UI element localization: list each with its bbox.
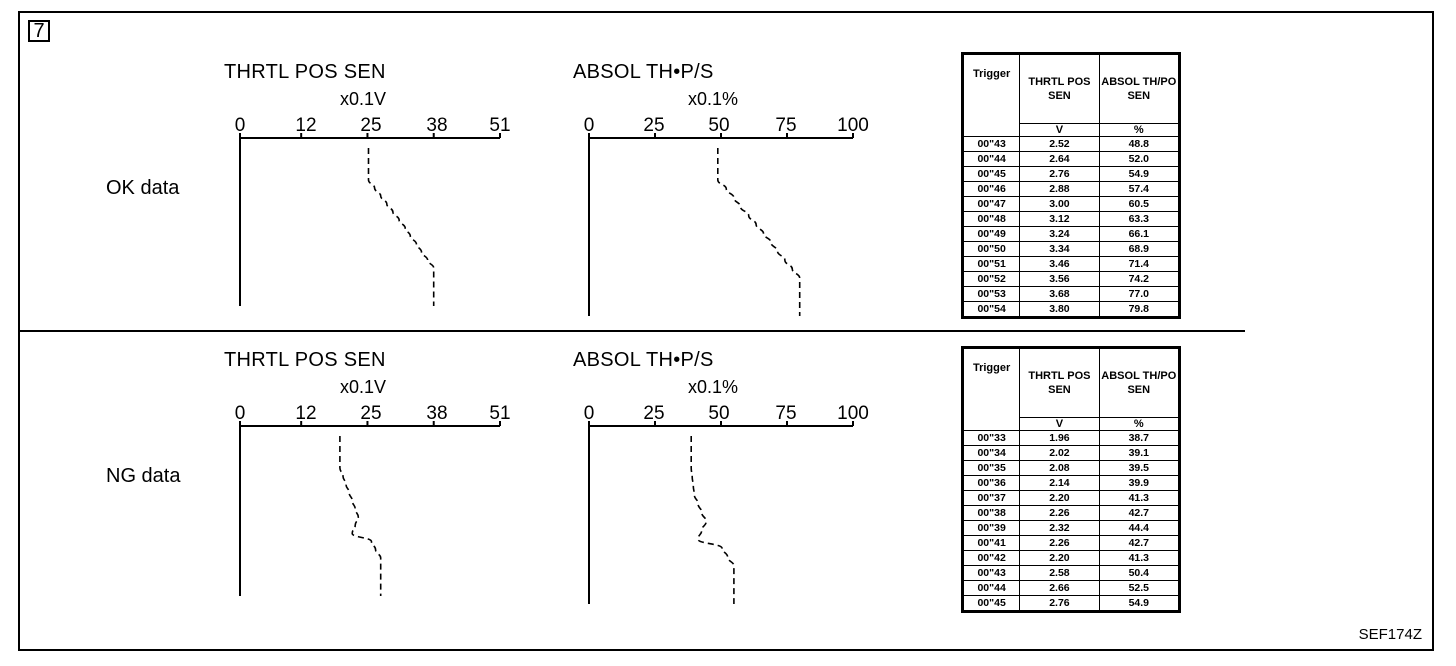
tick-label: 38 xyxy=(426,115,448,136)
table-cell: 39.5 xyxy=(1099,461,1179,476)
table-header-thrtl: THRTL POS SEN xyxy=(1020,54,1099,124)
table-cell: 3.80 xyxy=(1020,302,1099,318)
table-cell: 38.7 xyxy=(1099,431,1179,446)
table-cell: 00"33 xyxy=(963,431,1020,446)
tick-label: 100 xyxy=(837,115,869,136)
tick-label: 0 xyxy=(583,403,595,424)
tick-label: 25 xyxy=(643,403,665,424)
table-cell: 68.9 xyxy=(1099,242,1179,257)
tick-label: 75 xyxy=(775,403,797,424)
trend-trace xyxy=(718,148,800,316)
table-cell: 2.20 xyxy=(1020,551,1099,566)
table-cell: 63.3 xyxy=(1099,212,1179,227)
table-header-thrtl: THRTL POS SEN xyxy=(1020,348,1099,418)
table-unit-v: V xyxy=(1020,418,1099,431)
chart-title-absol: ABSOL TH•P/S xyxy=(573,61,714,83)
tick-label: 38 xyxy=(426,403,448,424)
table-cell: 00"52 xyxy=(963,272,1020,287)
table-cell: 66.1 xyxy=(1099,227,1179,242)
table-cell: 2.20 xyxy=(1020,491,1099,506)
table-cell: 2.14 xyxy=(1020,476,1099,491)
tick-label: 100 xyxy=(837,403,869,424)
table-cell: 3.12 xyxy=(1020,212,1099,227)
table-cell: 2.64 xyxy=(1020,152,1099,167)
row-label-ng: NG data xyxy=(106,465,181,487)
table-cell: 52.0 xyxy=(1099,152,1179,167)
tick-label: 50 xyxy=(708,403,730,424)
table-cell: 3.00 xyxy=(1020,197,1099,212)
figure-caption: SEF174Z xyxy=(1358,626,1422,643)
table-unit-v: V xyxy=(1020,124,1099,137)
table-cell: 2.52 xyxy=(1020,137,1099,152)
trend-trace xyxy=(369,148,434,306)
tick-label: 50 xyxy=(708,115,730,136)
table-cell: 00"47 xyxy=(963,197,1020,212)
table-cell: 2.26 xyxy=(1020,536,1099,551)
chart-unit-absol: x0.1% xyxy=(688,377,739,397)
table-cell: 2.58 xyxy=(1020,566,1099,581)
table-cell: 2.26 xyxy=(1020,506,1099,521)
table-cell: 00"54 xyxy=(963,302,1020,318)
table-cell: 1.96 xyxy=(1020,431,1099,446)
table-cell: 74.2 xyxy=(1099,272,1179,287)
table-cell: 2.76 xyxy=(1020,596,1099,612)
table-cell: 2.32 xyxy=(1020,521,1099,536)
chart-unit-thrtl: x0.1V xyxy=(340,89,387,109)
table-cell: 44.4 xyxy=(1099,521,1179,536)
table-cell: 3.56 xyxy=(1020,272,1099,287)
table-cell: 3.68 xyxy=(1020,287,1099,302)
table-cell: 3.24 xyxy=(1020,227,1099,242)
table-cell: 42.7 xyxy=(1099,536,1179,551)
tick-label: 0 xyxy=(234,115,246,136)
table-cell: 00"38 xyxy=(963,506,1020,521)
table-cell: 00"53 xyxy=(963,287,1020,302)
chart-unit-absol: x0.1% xyxy=(688,89,739,109)
trend-trace xyxy=(691,436,734,604)
chart-title-thrtl: THRTL POS SEN xyxy=(224,61,386,83)
table-cell: 42.7 xyxy=(1099,506,1179,521)
table-cell: 48.8 xyxy=(1099,137,1179,152)
tick-label: 25 xyxy=(360,115,382,136)
table-cell: 60.5 xyxy=(1099,197,1179,212)
table-cell: 71.4 xyxy=(1099,257,1179,272)
table-cell: 2.02 xyxy=(1020,446,1099,461)
tick-label: 12 xyxy=(295,403,317,424)
table-cell: 00"50 xyxy=(963,242,1020,257)
table-cell: 00"35 xyxy=(963,461,1020,476)
table-cell: 57.4 xyxy=(1099,182,1179,197)
chart-title-absol: ABSOL TH•P/S xyxy=(573,349,714,371)
tick-label: 25 xyxy=(643,115,665,136)
table-cell: 00"44 xyxy=(963,581,1020,596)
table-cell: 77.0 xyxy=(1099,287,1179,302)
table-cell: 41.3 xyxy=(1099,551,1179,566)
table-cell: 2.66 xyxy=(1020,581,1099,596)
table-cell: 54.9 xyxy=(1099,596,1179,612)
table-cell: 3.34 xyxy=(1020,242,1099,257)
tick-label: 0 xyxy=(234,403,246,424)
tick-label: 51 xyxy=(489,403,511,424)
table-cell: 00"48 xyxy=(963,212,1020,227)
table-cell: 39.9 xyxy=(1099,476,1179,491)
table-cell: 2.76 xyxy=(1020,167,1099,182)
tick-label: 0 xyxy=(583,115,595,136)
table-header-absol: ABSOL TH/PO SEN xyxy=(1099,348,1179,418)
table-cell: 00"36 xyxy=(963,476,1020,491)
table-header-absol: ABSOL TH/PO SEN xyxy=(1099,54,1179,124)
tick-label: 75 xyxy=(775,115,797,136)
table-cell: 00"51 xyxy=(963,257,1020,272)
table-cell: 39.1 xyxy=(1099,446,1179,461)
table-cell: 00"45 xyxy=(963,167,1020,182)
table-cell: 3.46 xyxy=(1020,257,1099,272)
table-cell: 00"41 xyxy=(963,536,1020,551)
table-cell: 00"49 xyxy=(963,227,1020,242)
table-cell: 00"39 xyxy=(963,521,1020,536)
table-cell: 2.08 xyxy=(1020,461,1099,476)
table-cell: 00"43 xyxy=(963,137,1020,152)
table-cell: 50.4 xyxy=(1099,566,1179,581)
table-unit-pct: % xyxy=(1099,418,1179,431)
table-cell: 00"44 xyxy=(963,152,1020,167)
table-cell: 00"34 xyxy=(963,446,1020,461)
tick-label: 25 xyxy=(360,403,382,424)
row-label-ok: OK data xyxy=(106,177,180,199)
table-header-trigger: Trigger xyxy=(963,54,1020,137)
tick-label: 12 xyxy=(295,115,317,136)
table-cell: 00"42 xyxy=(963,551,1020,566)
table-cell: 41.3 xyxy=(1099,491,1179,506)
table-cell: 52.5 xyxy=(1099,581,1179,596)
chart-unit-thrtl: x0.1V xyxy=(340,377,387,397)
table-cell: 00"46 xyxy=(963,182,1020,197)
table-cell: 00"43 xyxy=(963,566,1020,581)
trend-trace xyxy=(340,436,381,596)
table-cell: 00"45 xyxy=(963,596,1020,612)
table-cell: 54.9 xyxy=(1099,167,1179,182)
table-cell: 00"37 xyxy=(963,491,1020,506)
chart-title-thrtl: THRTL POS SEN xyxy=(224,349,386,371)
step-number-box: 7 xyxy=(28,20,50,42)
tick-label: 51 xyxy=(489,115,511,136)
table-cell: 2.88 xyxy=(1020,182,1099,197)
table-cell: 79.8 xyxy=(1099,302,1179,318)
table-header-trigger: Trigger xyxy=(963,348,1020,431)
table-unit-pct: % xyxy=(1099,124,1179,137)
